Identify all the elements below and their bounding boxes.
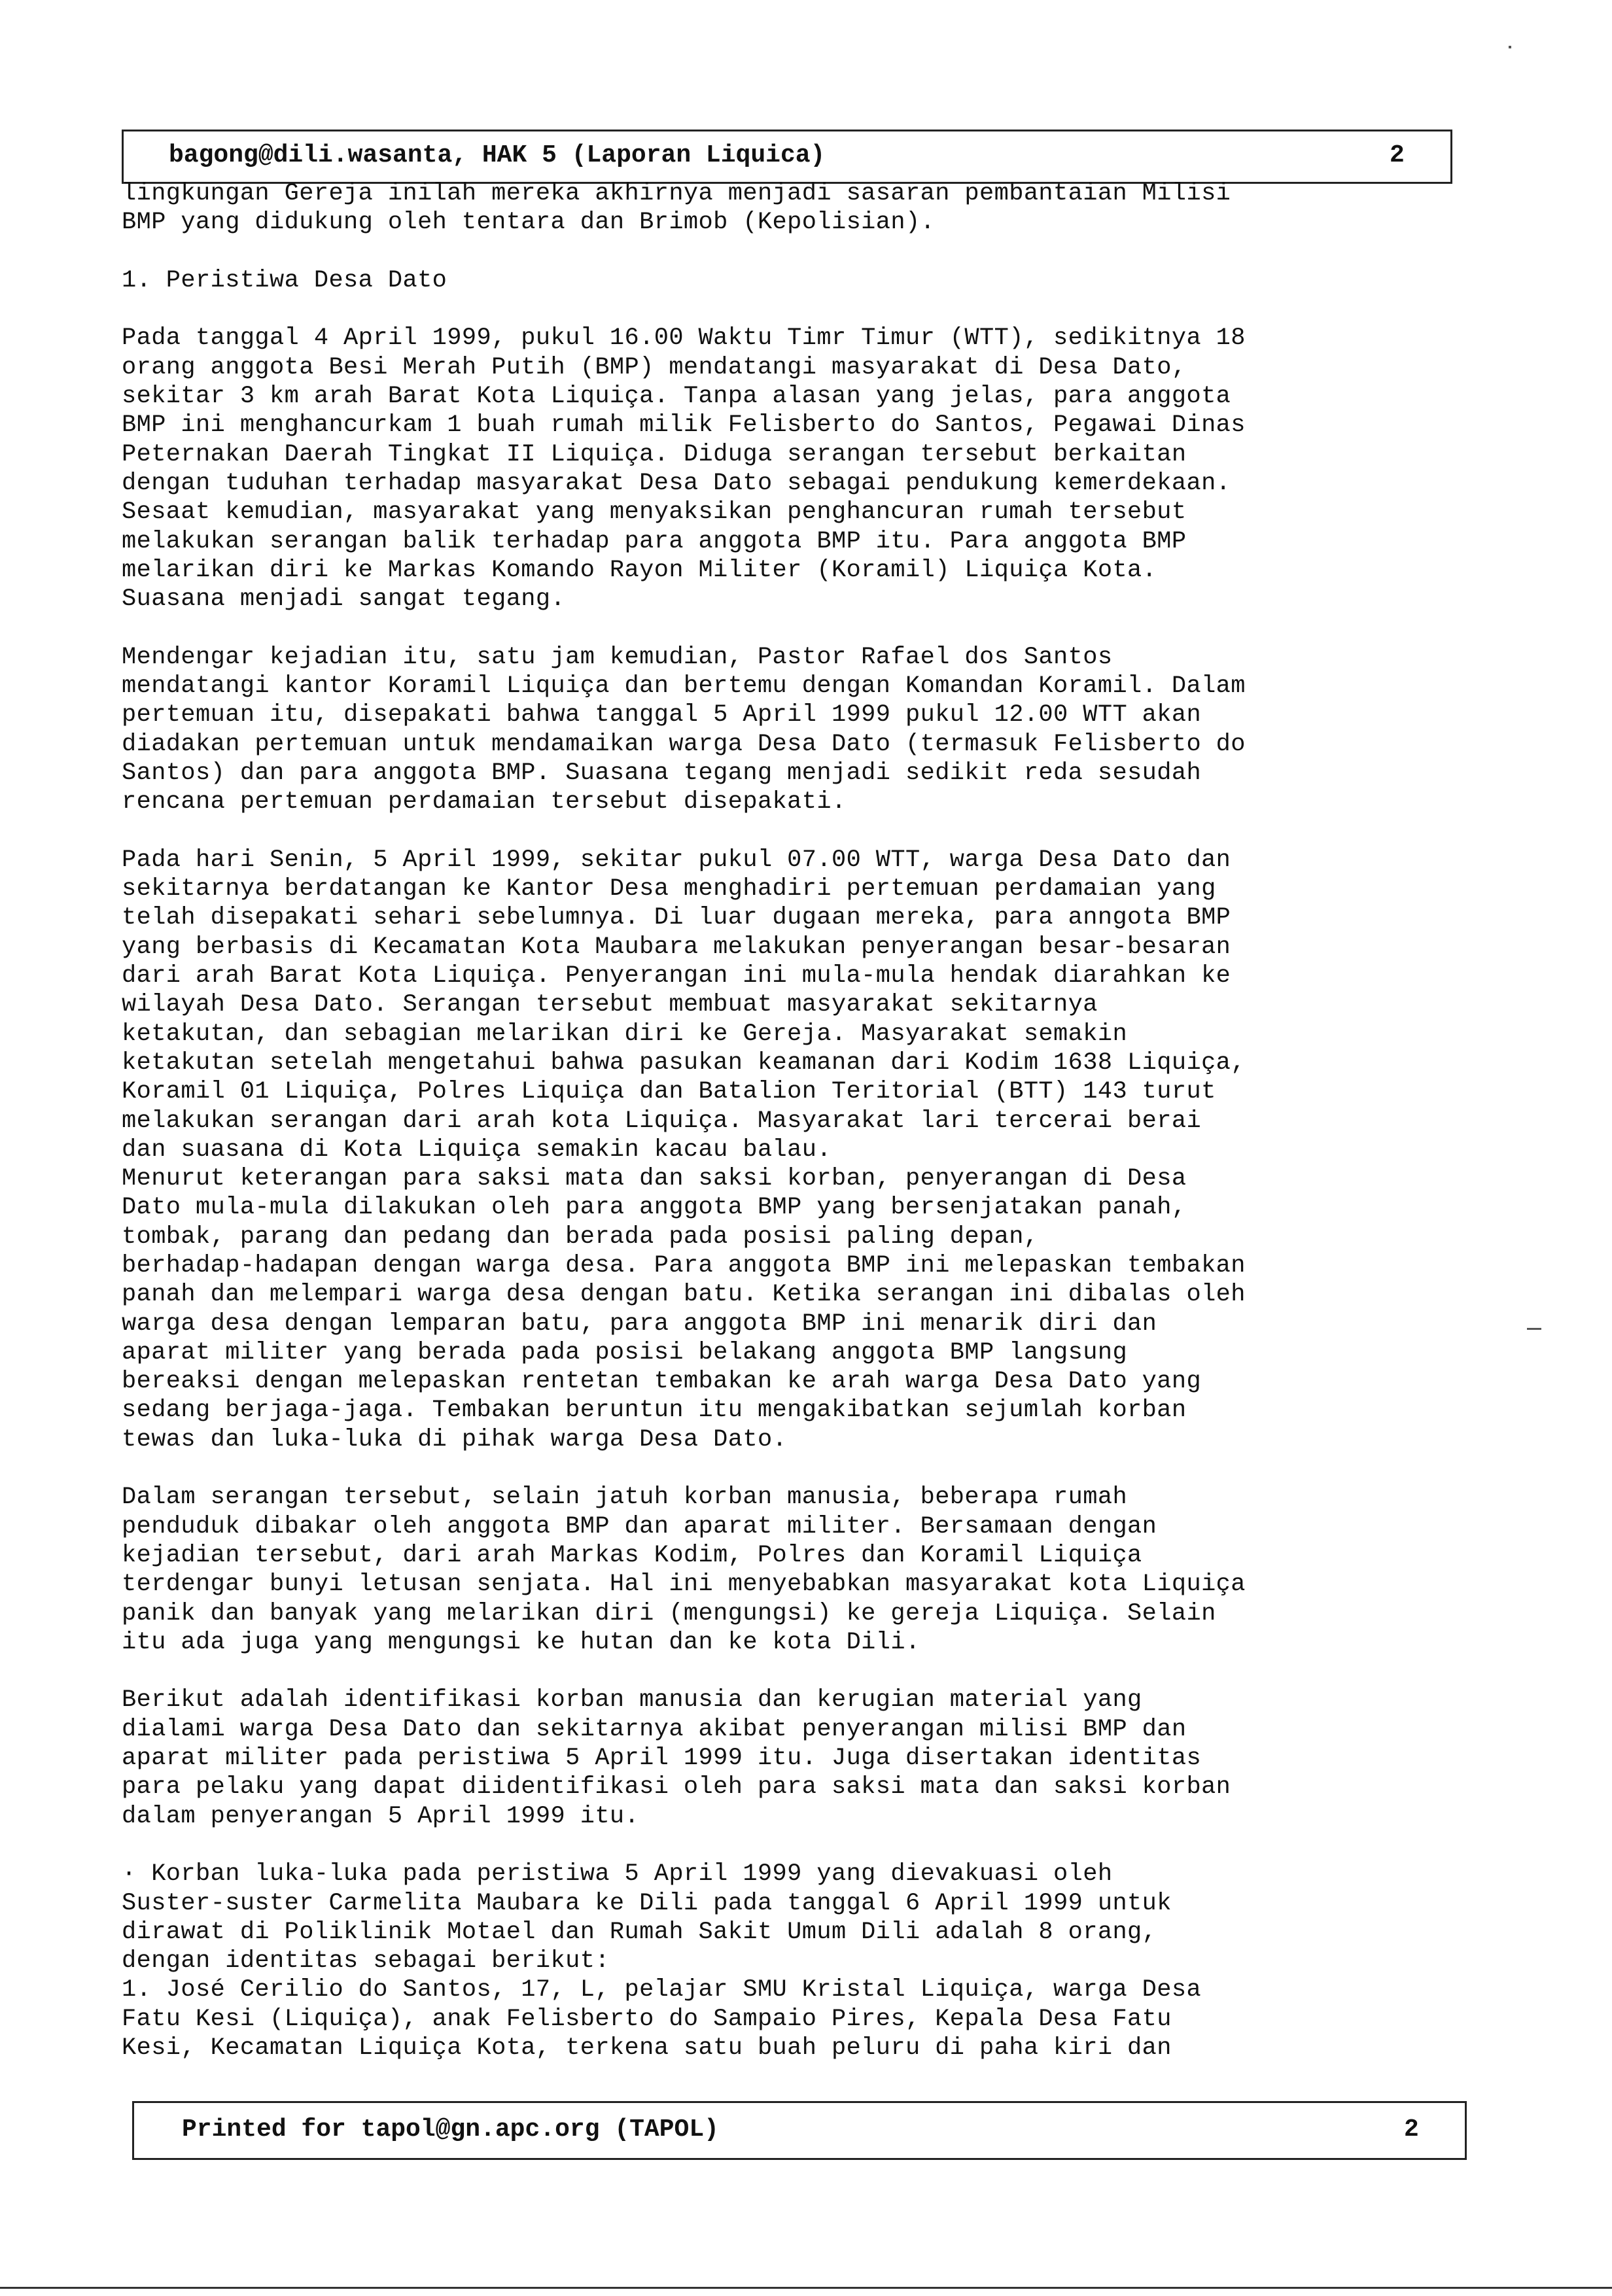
text-line: 1. José Cerilio do Santos, 17, L, pelajar SMU Kristal Liquiça, warga Desa bbox=[122, 1976, 1202, 2004]
text-line: Peternakan Daerah Tingkat II Liquiça. Diduga serangan tersebut berkaitan bbox=[122, 440, 1187, 468]
scan-edge-line bbox=[0, 2287, 1612, 2289]
text-line: berhadap-hadapan dengan warga desa. Para anggota BMP ini melepaskan tembakan bbox=[122, 1251, 1246, 1279]
text-line: penduduk dibakar oleh anggota BMP dan aparat militer. Bersamaan dengan bbox=[122, 1512, 1157, 1540]
paragraph-gap bbox=[122, 1831, 1463, 1860]
paragraph-gap bbox=[122, 295, 1463, 324]
text-line: para pelaku yang dapat diidentifikasi oleh para saksi mata dan saksi korban bbox=[122, 1773, 1231, 1801]
paragraph-gap bbox=[122, 1657, 1463, 1686]
text-line: diadakan pertemuan untuk mendamaikan warga Desa Dato (termasuk Felisberto do bbox=[122, 730, 1246, 758]
text-line: ketakutan, dan sebagian melarikan diri ke Gereja. Masyarakat semakin bbox=[122, 1020, 1128, 1048]
text-line: lingkungan Gereja inilah mereka akhirnya menjadi sasaran pembantaian Milisi bbox=[122, 180, 1231, 207]
text-line: rencana pertemuan perdamaian tersebut disepakati. bbox=[122, 788, 847, 816]
text-line: Suasana menjadi sangat tegang. bbox=[122, 585, 566, 614]
text-line: wilayah Desa Dato. Serangan tersebut membuat masyarakat sekitarnya bbox=[122, 991, 1098, 1019]
footer-page-number: 2 bbox=[1404, 2115, 1419, 2144]
text-line: dialami warga Desa Dato dan sekitarnya akibat penyerangan milisi BMP dan bbox=[122, 1715, 1187, 1743]
paragraph-gap bbox=[122, 1454, 1463, 1483]
text-line: telah disepakati sehari sebelumnya. Di luar dugaan mereka, para anngota BMP bbox=[122, 904, 1231, 932]
text-line: Koramil 01 Liquiça, Polres Liquiça dan Batalion Teritorial (BTT) 143 turut bbox=[122, 1078, 1216, 1106]
text-line: Suster-suster Carmelita Maubara ke Dili pada tanggal 6 April 1999 untuk bbox=[122, 1889, 1172, 1917]
text-line: Sesaat kemudian, masyarakat yang menyaksikan penghancuran rumah tersebut bbox=[122, 498, 1187, 527]
text-line: Fatu Kesi (Liquiça), anak Felisberto do Sampaio Pires, Kepala Desa Fatu bbox=[122, 2005, 1172, 2033]
text-line: melakukan serangan dari arah kota Liquiça. Masyarakat lari tercerai berai bbox=[122, 1107, 1202, 1135]
scan-speck bbox=[1527, 1328, 1541, 1330]
text-line: Mendengar kejadian itu, satu jam kemudian, Pastor Rafael dos Santos bbox=[122, 643, 1113, 671]
text-line: bereaksi dengan melepaskan rentetan tembakan ke arah warga Desa Dato yang bbox=[122, 1368, 1202, 1396]
text-line: terdengar bunyi letusan senjata. Hal ini menyebabkan masyarakat kota Liquiça bbox=[122, 1571, 1246, 1599]
header-title: bagong@dili.wasanta, HAK 5 (Laporan Liquica) bbox=[169, 141, 826, 169]
text-line: sedang berjaga-jaga. Tembakan beruntun itu mengakibatkan sejumlah korban bbox=[122, 1397, 1187, 1425]
text-line: pertemuan itu, disepakati bahwa tanggal 5 April 1999 pukul 12.00 WTT akan bbox=[122, 701, 1202, 729]
text-line: dalam penyerangan 5 April 1999 itu. bbox=[122, 1802, 640, 1830]
text-line: BMP yang didukung oleh tentara dan Brimob (Kepolisian). bbox=[122, 209, 936, 237]
footer-text: Printed for tapol@gn.apc.org (TAPOL) bbox=[182, 2115, 719, 2144]
text-line: 1. Peristiwa Desa Dato bbox=[122, 266, 447, 294]
text-line: panah dan melempari warga desa dengan batu. Ketika serangan ini dibalas oleh bbox=[122, 1281, 1246, 1309]
text-line: dengan identitas sebagai berikut: bbox=[122, 1947, 610, 1975]
text-line: Berikut adalah identifikasi korban manusia dan kerugian material yang bbox=[122, 1686, 1142, 1714]
text-line: mendatangi kantor Koramil Liquiça dan bertemu dengan Komandan Koramil. Dalam bbox=[122, 672, 1246, 701]
text-line: sekitarnya berdatangan ke Kantor Desa menghadiri pertemuan perdamaian yang bbox=[122, 875, 1216, 903]
text-line: kejadian tersebut, dari arah Markas Kodim, Polres dan Koramil Liquiça bbox=[122, 1541, 1142, 1569]
text-line: · Korban luka-luka pada peristiwa 5 April 1999 yang dievakuasi oleh bbox=[122, 1860, 1113, 1888]
header-page-number: 2 bbox=[1390, 141, 1405, 169]
text-line: Pada tanggal 4 April 1999, pukul 16.00 Waktu Timr Timur (WTT), sedikitnya 18 bbox=[122, 324, 1246, 353]
text-line: itu ada juga yang mengungsi ke hutan dan ke kota Dili. bbox=[122, 1628, 920, 1656]
text-line: Kesi, Kecamatan Liquiça Kota, terkena satu buah peluru di paha kiri dan bbox=[122, 2034, 1172, 2062]
text-line: dari arah Barat Kota Liquiça. Penyerangan ini mula-mula hendak diarahkan ke bbox=[122, 962, 1231, 990]
paragraph-gap bbox=[122, 237, 1463, 266]
scan-speck bbox=[1509, 46, 1511, 48]
text-line: Pada hari Senin, 5 April 1999, sekitar pukul 07.00 WTT, warga Desa Dato dan bbox=[122, 846, 1231, 874]
text-line: yang berbasis di Kecamatan Kota Maubara melakukan penyerangan besar-besaran bbox=[122, 933, 1231, 961]
text-line: melakukan serangan balik terhadap para anggota BMP itu. Para anggota BMP bbox=[122, 527, 1187, 555]
paragraph-gap bbox=[122, 614, 1463, 642]
document-body bbox=[122, 179, 1463, 2062]
text-line: tombak, parang dan pedang dan berada pada posisi paling depan, bbox=[122, 1223, 1039, 1251]
text-line: BMP ini menghancurkam 1 buah rumah milik Felisberto do Santos, Pegawai Dinas bbox=[122, 411, 1246, 440]
text-line: dirawat di Poliklinik Motael dan Rumah Sakit Umum Dili adalah 8 orang, bbox=[122, 1918, 1157, 1946]
text-line: orang anggota Besi Merah Putih (BMP) mendatangi masyarakat di Desa Dato, bbox=[122, 353, 1187, 381]
text-line: Santos) dan para anggota BMP. Suasana tegang menjadi sedikit reda sesudah bbox=[122, 759, 1202, 787]
text-line: dan suasana di Kota Liquiça semakin kacau balau. bbox=[122, 1136, 832, 1164]
text-line: Menurut keterangan para saksi mata dan saksi korban, penyerangan di Desa bbox=[122, 1165, 1187, 1193]
paragraph-gap bbox=[122, 817, 1463, 846]
text-line: sekitar 3 km arah Barat Kota Liquiça. Tanpa alasan yang jelas, para anggota bbox=[122, 383, 1231, 411]
text-line: warga desa dengan lemparan batu, para anggota BMP ini menarik diri dan bbox=[122, 1310, 1157, 1338]
text-line: panik dan banyak yang melarikan diri (mengungsi) ke gereja Liquiça. Selain bbox=[122, 1599, 1216, 1627]
text-line: ketakutan setelah mengetahui bahwa pasukan keamanan dari Kodim 1638 Liquiça, bbox=[122, 1049, 1246, 1077]
text-line: melarikan diri ke Markas Komando Rayon Militer (Koramil) Liquiça Kota. bbox=[122, 556, 1157, 584]
text-line: Dato mula-mula dilakukan oleh para anggota BMP yang bersenjatakan panah, bbox=[122, 1194, 1187, 1222]
text-line: aparat militer pada peristiwa 5 April 1999 itu. Juga disertakan identitas bbox=[122, 1745, 1202, 1773]
text-line: dengan tuduhan terhadap masyarakat Desa Dato sebagai pendukung kemerdekaan. bbox=[122, 469, 1231, 497]
text-line: aparat militer yang berada pada posisi belakang anggota BMP langsung bbox=[122, 1338, 1128, 1366]
text-line: tewas dan luka-luka di pihak warga Desa Dato. bbox=[122, 1425, 788, 1453]
text-line: Dalam serangan tersebut, selain jatuh korban manusia, beberapa rumah bbox=[122, 1484, 1128, 1512]
